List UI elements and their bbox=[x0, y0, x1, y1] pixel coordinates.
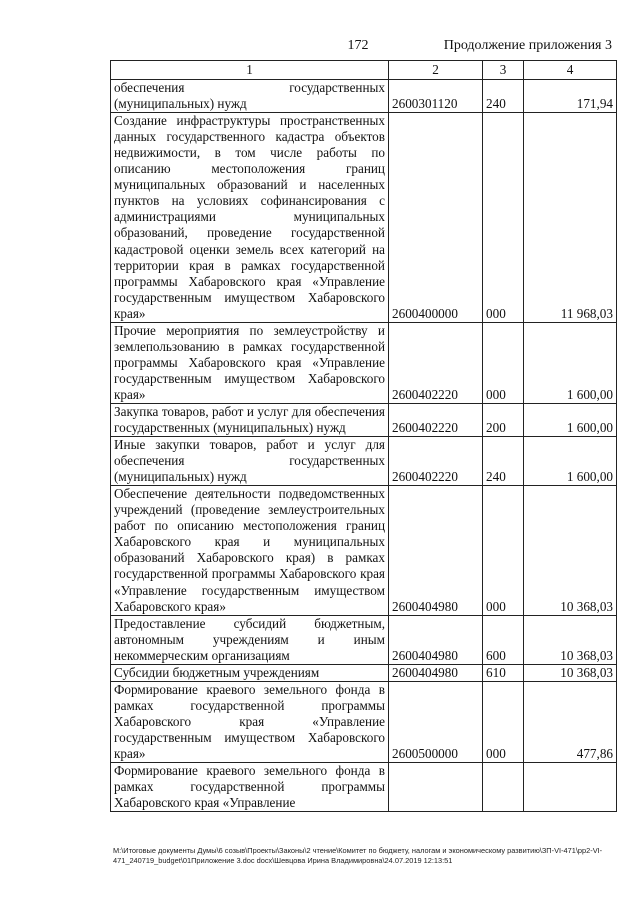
column-header-3: 3 bbox=[483, 61, 524, 80]
row-sum-cell: 10 368,03 bbox=[524, 615, 617, 664]
row-sum-cell: 1 600,00 bbox=[524, 403, 617, 436]
table-row bbox=[111, 664, 617, 681]
row-expense-type-cell: 000 bbox=[483, 486, 524, 615]
row-sum-cell: 10 368,03 bbox=[524, 486, 617, 615]
row-code-cell: 2600404980 bbox=[389, 486, 483, 615]
row-expense-type-cell: 600 bbox=[483, 615, 524, 664]
table-row bbox=[111, 437, 617, 486]
table-row bbox=[111, 322, 617, 403]
table-row bbox=[111, 763, 617, 812]
row-name-cell: Формирование краевого земельного фонда в рамках государственной программы Хабаровского края «Управление bbox=[111, 763, 389, 812]
continuation-label: Продолжение приложения 3 bbox=[443, 38, 612, 53]
row-name-cell: Создание инфраструктуры пространственных данных государственного кадастра объектов недвижимости, в том числе работы по описанию местоположения границ муниципальных образований и населенных пунктов на условиях софинансирования с администрациями муниципальных образований, проведение государственной кадастровой оценки земель всех категорий на территории края в рамках государственной программы Хабаровского края «Управление государственным имуществом Хабаровского края» bbox=[111, 113, 389, 323]
row-name-cell: Иные закупки товаров, работ и услуг для обеспечения государственных (муниципальных) нужд bbox=[111, 437, 389, 486]
row-name-cell: Обеспечение деятельности подведомственных учреждений (проведение землеустроительных работ по описанию местоположения границ Хабаровского края и муниципальных образований Хабаровского края) в рамках государственной программы Хабаровского края «Управление государственным имуществом Хабаровского края» bbox=[111, 486, 389, 615]
row-name-cell: Предоставление субсидий бюджетным, автономным учреждениям и иным некоммерческим организациям bbox=[111, 615, 389, 664]
row-expense-type-cell: 240 bbox=[483, 437, 524, 486]
table-row bbox=[111, 80, 617, 113]
row-code-cell: 2600400000 bbox=[389, 113, 483, 323]
row-code-cell: 2600500000 bbox=[389, 681, 483, 762]
row-sum-cell: 171,94 bbox=[524, 80, 617, 113]
row-sum-cell: 1 600,00 bbox=[524, 437, 617, 486]
row-code-cell: 2600404980 bbox=[389, 615, 483, 664]
table-row bbox=[111, 403, 617, 436]
table-row bbox=[111, 113, 617, 323]
footer-line-1: M:\Итоговые документы Думы\6 созыв\Проекты\Законы\2 чтение\Комитет по бюджету, налогам и экономическому развитию\ЗП-VI-471\рр2-VI- bbox=[113, 846, 603, 855]
row-code-cell: 2600404980 bbox=[389, 664, 483, 681]
row-sum-cell: 477,86 bbox=[524, 681, 617, 762]
table-header-row bbox=[111, 61, 617, 80]
column-header-2: 2 bbox=[389, 61, 483, 80]
row-code-cell: 2600402220 bbox=[389, 322, 483, 403]
row-expense-type-cell: 200 bbox=[483, 403, 524, 436]
row-sum-cell bbox=[524, 763, 617, 812]
column-header-4: 4 bbox=[524, 61, 617, 80]
row-expense-type-cell: 000 bbox=[483, 113, 524, 323]
row-code-cell: 2600402220 bbox=[389, 403, 483, 436]
table-row bbox=[111, 681, 617, 762]
row-code-cell: 2600402220 bbox=[389, 437, 483, 486]
row-name-cell: Субсидии бюджетным учреждениям bbox=[111, 664, 389, 681]
footer-line-2: 471_240719_budget\01Приложение 3.doc docx\Шевцова Ирина Владимировна\24.07.2019 12:13:51 bbox=[113, 855, 453, 865]
row-code-cell bbox=[389, 763, 483, 812]
row-name-cell: Формирование краевого земельного фонда в рамках государственной программы Хабаровского края «Управление государственным имуществом Хабаровского края» bbox=[111, 681, 389, 762]
row-sum-cell: 11 968,03 bbox=[524, 113, 617, 323]
row-expense-type-cell: 000 bbox=[483, 322, 524, 403]
row-expense-type-cell: 610 bbox=[483, 664, 524, 681]
row-expense-type-cell: 240 bbox=[483, 80, 524, 113]
row-code-cell: 2600301120 bbox=[389, 80, 483, 113]
row-expense-type-cell: 000 bbox=[483, 681, 524, 762]
budget-table bbox=[110, 60, 617, 812]
table-row bbox=[111, 615, 617, 664]
page-number: 172 bbox=[347, 38, 369, 53]
column-header-1: 1 bbox=[111, 61, 389, 80]
row-sum-cell: 10 368,03 bbox=[524, 664, 617, 681]
table-row bbox=[111, 486, 617, 615]
row-name-cell: обеспечения государственных (муниципальных) нужд bbox=[111, 80, 389, 113]
row-sum-cell: 1 600,00 bbox=[524, 322, 617, 403]
file-path-footer bbox=[113, 846, 618, 865]
row-name-cell: Закупка товаров, работ и услуг для обеспечения государственных (муниципальных) нужд bbox=[111, 403, 389, 436]
row-expense-type-cell bbox=[483, 763, 524, 812]
row-name-cell: Прочие мероприятия по землеустройству и землепользованию в рамках государственной программы Хабаровского края «Управление государственным имуществом Хабаровского края» bbox=[111, 322, 389, 403]
